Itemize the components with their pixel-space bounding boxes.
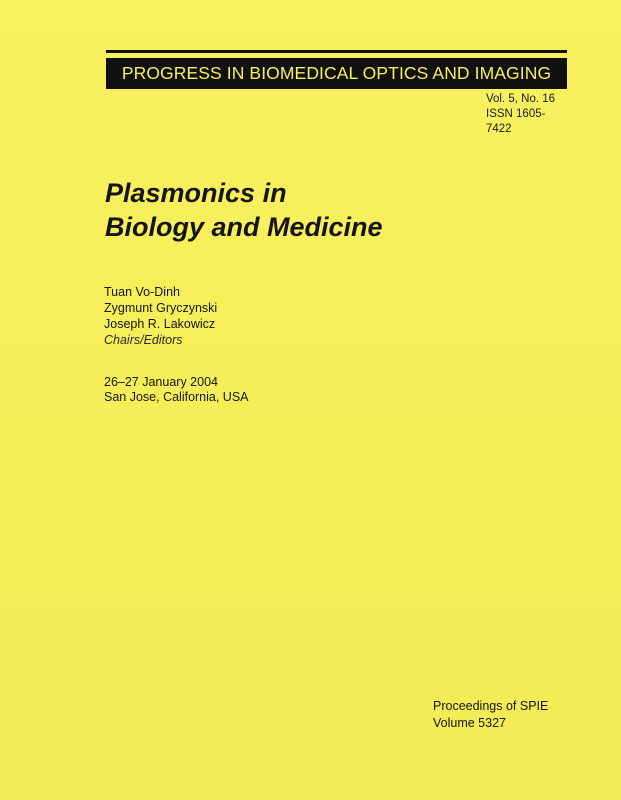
event-location: San Jose, California, USA [104,390,249,404]
series-volume-number: Vol. 5, No. 16 [486,93,556,105]
book-title-line-2: Biology and Medicine [105,212,383,242]
series-banner [106,58,567,89]
editor-list [104,284,344,348]
book-title [105,176,525,244]
editors-role: Chairs/Editors [104,333,183,347]
proceedings-volume: Volume 5327 [433,716,506,730]
proceedings-info [433,698,563,732]
series-name: PROGRESS IN BIOMEDICAL OPTICS AND IMAGING [121,63,552,83]
editor-name-2: Zygmunt Gryczynski [104,301,218,315]
series-metadata [486,92,567,137]
editor-name-1: Tuan Vo-Dinh [104,285,180,299]
event-dates: 26–27 January 2004 [104,375,218,389]
editor-name-3: Joseph R. Lakowicz [104,317,216,331]
book-title-line-1: Plasmonics in [105,178,287,208]
series-issn: ISSN 1605-7422 [486,108,546,135]
event-details [104,375,364,405]
top-rule [106,50,567,53]
proceedings-publication: Proceedings of SPIE [433,699,549,713]
